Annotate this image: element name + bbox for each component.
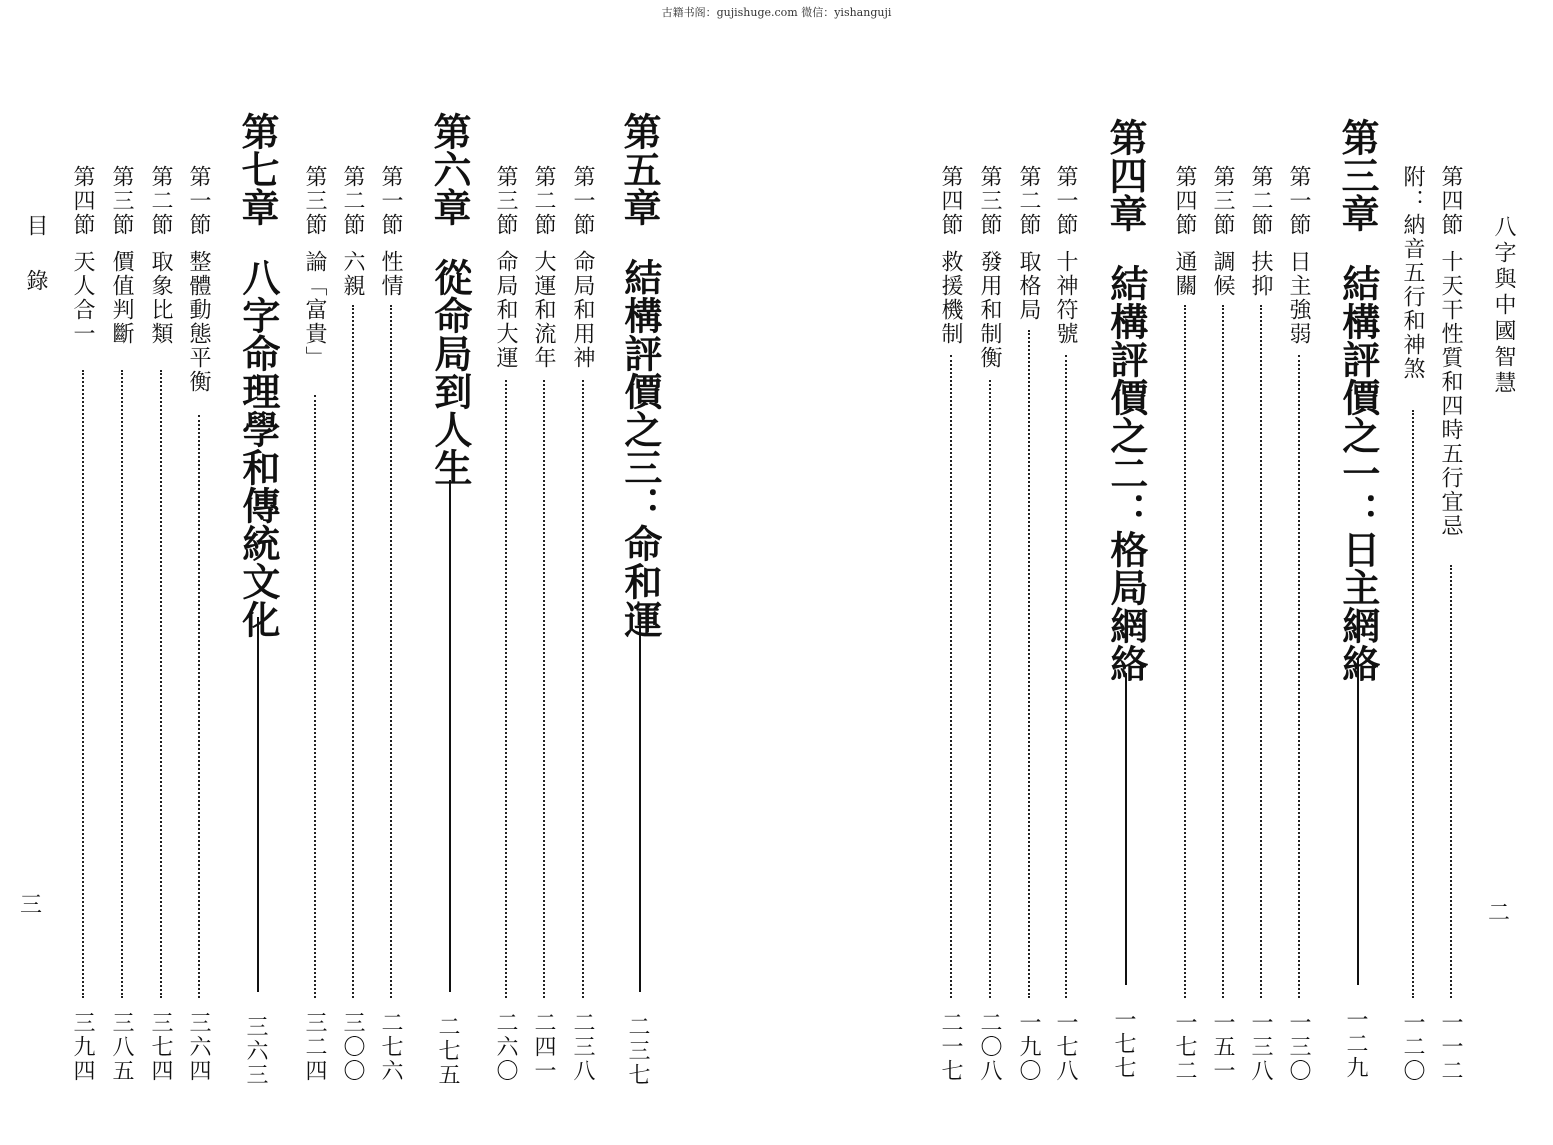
toc-entry-ch7-sec3[interactable] (105, 165, 139, 1083)
section-label: 第一節 (570, 165, 595, 237)
section-label: 第二節 (531, 165, 556, 237)
dot-leader (1298, 355, 1300, 998)
page-ref: 二六〇 (493, 1011, 518, 1083)
page-ref: 二七六 (378, 1011, 403, 1083)
page-ref: 二七五 (435, 1015, 460, 1087)
section-title: 價值判斷 (109, 250, 134, 346)
toc-entry-ch7-sec2[interactable] (144, 165, 178, 1083)
chapter-label: 第六章 (427, 112, 472, 226)
section-label: 第三節 (1210, 165, 1235, 237)
toc-entry-ch7-sec4[interactable] (66, 165, 100, 1083)
section-title: 十天干性質和四時五行宜忌 (1438, 250, 1463, 538)
toc-entry-ch7-sec1[interactable] (182, 165, 216, 1083)
page-ref: 二三八 (570, 1011, 595, 1083)
page-ref: 三八五 (109, 1011, 134, 1083)
section-label: 第四節 (70, 165, 95, 237)
section-title: 論「富貴」 (302, 250, 327, 370)
page-ref: 二三七 (625, 1015, 650, 1087)
section-label: 第四節 (938, 165, 963, 237)
dot-leader (1222, 305, 1224, 998)
dot-leader (121, 370, 123, 998)
dot-leader (1065, 355, 1067, 998)
page-ref: 三九四 (70, 1011, 95, 1083)
page-ref: 三六三 (243, 1015, 268, 1087)
page-number: 二 (1488, 901, 1511, 926)
section-title: 天人合一 (70, 250, 95, 346)
page-ref: 一七二 (1172, 1011, 1197, 1083)
dot-leader (505, 380, 507, 998)
toc-chapter-5[interactable] (614, 112, 666, 1087)
page-ref: 一三〇 (1286, 1011, 1311, 1083)
page-ref: 一二〇 (1400, 1011, 1425, 1083)
toc-entry-appendix[interactable] (1396, 165, 1430, 1083)
page-ref: 一七七 (1111, 1008, 1136, 1080)
section-title: 整體動態平衡 (186, 250, 211, 394)
appendix-label: 附：納音五行和神煞 (1400, 165, 1425, 381)
dot-leader (160, 370, 162, 998)
toc-entry-ch3-sec3[interactable] (1206, 165, 1240, 1083)
page-ref: 三二四 (302, 1011, 327, 1083)
toc-entry-ch3-sec1[interactable] (1282, 165, 1316, 1083)
chapter-rule (1125, 673, 1127, 985)
page-ref: 二一七 (938, 1011, 963, 1083)
chapter-title: 結構評價之一：日主網絡 (1335, 264, 1381, 682)
page-ref: 三七四 (148, 1011, 173, 1083)
page-ref: 三〇〇 (340, 1011, 365, 1083)
toc-entry-ch5-sec3[interactable] (489, 165, 523, 1083)
dot-leader (1260, 305, 1262, 998)
section-title: 命局和用神 (570, 250, 595, 370)
chapter-title: 從命局到人生 (427, 258, 473, 486)
toc-entry-ch3-sec4[interactable] (1168, 165, 1202, 1083)
section-label: 第一節 (186, 165, 211, 237)
toc-entry-ch2-sec4[interactable] (1434, 165, 1468, 1083)
section-label: 第一節 (1053, 165, 1078, 237)
page-ref: 三六四 (186, 1011, 211, 1083)
toc-entry-ch4-sec1[interactable] (1049, 165, 1083, 1083)
section-title: 通關 (1172, 250, 1197, 298)
dot-leader (390, 305, 392, 998)
chapter-title: 八字命理學和傳統文化 (235, 258, 281, 638)
page-ref: 一九〇 (1016, 1011, 1041, 1083)
page-ref: 二四一 (531, 1011, 556, 1083)
chapter-label: 第七章 (235, 112, 280, 226)
section-label: 第一節 (378, 165, 403, 237)
page-number: 三 (20, 893, 43, 918)
chapter-rule (257, 617, 259, 992)
toc-entry-ch6-sec3[interactable] (298, 165, 332, 1083)
section-title: 扶抑 (1248, 250, 1273, 298)
section-title: 命局和大運 (493, 250, 518, 370)
toc-chapter-4[interactable] (1100, 118, 1152, 1080)
section-title: 大運和流年 (531, 250, 556, 370)
dot-leader (543, 380, 545, 998)
dot-leader (989, 380, 991, 998)
section-label: 第一節 (1286, 165, 1311, 237)
dot-leader (1450, 565, 1452, 998)
section-label: 第四節 (1438, 165, 1463, 237)
section-label: 第三節 (109, 165, 134, 237)
page-ref: 一七八 (1053, 1011, 1078, 1083)
toc-entry-ch5-sec1[interactable] (566, 165, 600, 1083)
section-label: 第三節 (302, 165, 327, 237)
toc-entry-ch5-sec2[interactable] (527, 165, 561, 1083)
dot-leader (1184, 305, 1186, 998)
chapter-rule (639, 617, 641, 992)
section-title: 六親 (340, 250, 365, 298)
chapter-label: 第五章 (617, 112, 662, 226)
page-ref: 二〇八 (977, 1011, 1002, 1083)
page-ref: 一二九 (1343, 1008, 1368, 1080)
right-page (776, 0, 1553, 1145)
toc-chapter-7[interactable] (232, 112, 284, 1087)
toc-entry-ch4-sec2[interactable] (1012, 165, 1046, 1083)
section-title: 取象比類 (148, 250, 173, 346)
toc-entry-ch6-sec2[interactable] (336, 165, 370, 1083)
toc-chapter-3[interactable] (1332, 118, 1384, 1080)
left-page (0, 0, 776, 1145)
toc-chapter-6[interactable] (424, 112, 476, 1087)
page-ref: 一五一 (1210, 1011, 1235, 1083)
dot-leader (314, 395, 316, 998)
dot-leader (352, 305, 354, 998)
section-title: 性情 (378, 250, 403, 298)
chapter-label: 第四章 (1103, 118, 1148, 232)
dot-leader (1412, 410, 1414, 998)
section-label: 第二節 (1248, 165, 1273, 237)
toc-entry-ch4-sec3[interactable] (973, 165, 1007, 1083)
section-label: 第四節 (1172, 165, 1197, 237)
watermark: 古籍书阁：gujishuge.com 微信：yishanguji (661, 6, 892, 19)
toc-entry-ch4-sec4[interactable] (934, 165, 968, 1083)
page-ref: 一三八 (1248, 1011, 1273, 1083)
section-title: 日主強弱 (1286, 250, 1311, 346)
toc-entry-ch6-sec1[interactable] (374, 165, 408, 1083)
section-title: 調候 (1210, 250, 1235, 298)
toc-entry-ch3-sec2[interactable] (1244, 165, 1278, 1083)
chapter-title: 結構評價之三：命和運 (617, 258, 663, 638)
dot-leader (198, 415, 200, 998)
dot-leader (1028, 330, 1030, 998)
chapter-title: 結構評價之二：格局網絡 (1103, 264, 1149, 682)
running-head-mulu: 目 錄 (23, 214, 48, 295)
dot-leader (82, 370, 84, 998)
chapter-rule (449, 480, 451, 992)
section-title: 救援機制 (938, 250, 963, 346)
section-label: 第三節 (493, 165, 518, 237)
section-label: 第二節 (148, 165, 173, 237)
section-label: 第三節 (977, 165, 1002, 237)
dot-leader (950, 355, 952, 998)
section-title: 發用和制衡 (977, 250, 1002, 370)
running-head-title: 八字與中國智慧 (1491, 215, 1516, 397)
page-ref: 一一二 (1438, 1011, 1463, 1083)
section-label: 第二節 (340, 165, 365, 237)
chapter-rule (1357, 658, 1359, 985)
chapter-label: 第三章 (1335, 118, 1380, 232)
dot-leader (582, 380, 584, 998)
section-label: 第二節 (1016, 165, 1041, 237)
section-title: 取格局 (1016, 250, 1041, 322)
section-title: 十神符號 (1053, 250, 1078, 346)
